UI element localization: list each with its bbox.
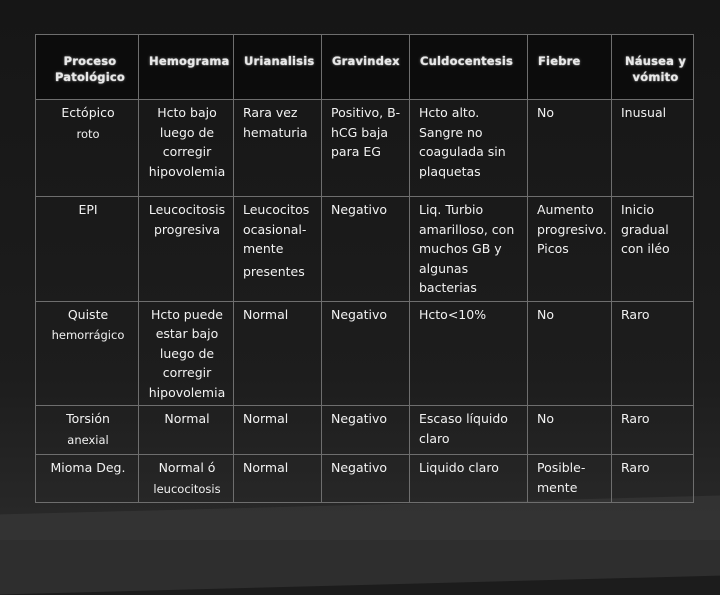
cell-gravindex (322, 455, 410, 503)
cell-line: muchos GB y (419, 241, 502, 256)
cell-hemograma (139, 406, 234, 455)
cell-line: claro (419, 430, 450, 446)
cell-hemograma (139, 301, 234, 406)
header-culdocentesis: Culdocentesis (410, 35, 528, 100)
cell-line: Posible- (537, 460, 586, 475)
cell-line: leucocitosis (153, 481, 221, 496)
cell-line: Torsión (66, 411, 110, 426)
cell-line: mente (537, 479, 578, 495)
cell-gravindex (322, 406, 410, 455)
header-gravindex: Gravindex (322, 35, 410, 100)
cell-proceso (36, 197, 139, 302)
cell-line: Mioma Deg. (50, 460, 126, 475)
cell-gravindex (322, 100, 410, 197)
cell-line: corregir (162, 365, 212, 380)
cell-culdocentesis (410, 301, 528, 406)
cell-gravindex (322, 301, 410, 406)
cell-line: Raro (621, 306, 650, 322)
cell-culdocentesis (410, 100, 528, 197)
cell-line: ocasional- (243, 221, 307, 237)
cell-line: Negativo (331, 306, 388, 322)
cell-line: Negativo (331, 202, 388, 217)
cell-nausea (612, 100, 694, 197)
cell-hemograma (139, 455, 234, 503)
cell-proceso (36, 455, 139, 503)
cell-urianalisis (234, 406, 322, 455)
cell-line: Quiste (67, 306, 109, 322)
cell-line: Leucocitos (243, 202, 310, 217)
cell-line: Escaso líquido (419, 411, 508, 426)
cell-proceso (36, 406, 139, 455)
cell-line: Normal (243, 411, 289, 426)
cell-line: progresiva (154, 221, 220, 237)
cell-line: Normal (164, 411, 210, 426)
cell-fiebre (528, 455, 612, 503)
cell-line: algunas (419, 260, 469, 276)
cell-culdocentesis (410, 455, 528, 503)
cell-line: Rara vez (243, 105, 298, 120)
cell-line: Hcto<10% (419, 306, 487, 322)
cell-line: Inicio (621, 202, 655, 217)
cell-line: Raro (621, 460, 650, 475)
cell-proceso (36, 100, 139, 197)
cell-urianalisis (234, 197, 322, 302)
cell-line: EPI (78, 202, 98, 217)
cell-line: hipovolemia (148, 163, 226, 179)
cell-line: luego de (159, 124, 215, 140)
cell-line: Negativo (331, 411, 388, 426)
cell-line: hematuria (243, 124, 308, 140)
cell-gravindex (322, 197, 410, 302)
header-hemograma: Hemograma (139, 35, 234, 100)
differential-diagnosis-table (35, 34, 694, 503)
cell-line: para EG (331, 144, 381, 159)
cell-fiebre (528, 197, 612, 302)
cell-nausea (612, 197, 694, 302)
cell-hemograma (139, 100, 234, 197)
cell-line: Sangre no (419, 124, 483, 140)
cell-line: anexial (67, 432, 109, 447)
cell-urianalisis (234, 455, 322, 503)
cell-line: gradual (621, 221, 669, 237)
cell-line: estar bajo (155, 326, 219, 341)
cell-hemograma (139, 197, 234, 302)
cell-line: progresivo. (537, 221, 607, 237)
cell-line: No (537, 306, 554, 322)
cell-line: Ectópico (61, 105, 115, 120)
cell-fiebre (528, 301, 612, 406)
table-row (36, 100, 694, 197)
cell-line: corregir (162, 144, 212, 159)
cell-line: con iléo (621, 241, 670, 256)
cell-line: Hcto bajo (157, 105, 217, 120)
header-proceso: Proceso Patológico (36, 35, 139, 100)
cell-line: Positivo, B- (331, 105, 401, 120)
cell-line: Aumento (537, 202, 594, 217)
cell-culdocentesis (410, 197, 528, 302)
cell-nausea (612, 406, 694, 455)
cell-line: No (537, 411, 554, 426)
cell-line: luego de (159, 345, 215, 361)
cell-line: plaquetas (419, 163, 481, 179)
cell-line: Normal (243, 460, 289, 475)
cell-culdocentesis (410, 406, 528, 455)
cell-line: roto (76, 126, 100, 141)
cell-fiebre (528, 406, 612, 455)
cell-urianalisis (234, 100, 322, 197)
table-row (36, 455, 694, 503)
cell-nausea (612, 455, 694, 503)
header-urianalisis: Urianalisis (234, 35, 322, 100)
cell-line: hemorrágico (51, 328, 125, 342)
cell-line: No (537, 105, 554, 120)
cell-fiebre (528, 100, 612, 197)
table-row (36, 301, 694, 406)
cell-line: mente (243, 241, 284, 256)
cell-line: presentes (243, 263, 305, 279)
header-row (36, 35, 694, 100)
cell-line: Liquido claro (419, 460, 499, 475)
cell-line: hipovolemia (148, 384, 226, 400)
cell-line: Picos (537, 241, 569, 256)
cell-line: Hcto puede (151, 306, 223, 322)
cell-urianalisis (234, 301, 322, 406)
cell-line: Normal ó (158, 460, 216, 475)
cell-line: hCG baja (331, 124, 389, 140)
cell-line: coagulada sin (419, 144, 506, 159)
cell-line: Negativo (331, 460, 388, 475)
header-fiebre: Fiebre (528, 35, 612, 100)
cell-line: Leucocitosis (148, 202, 226, 217)
cell-line: Hcto alto. (419, 105, 480, 120)
cell-line: Raro (621, 411, 650, 426)
table-row (36, 406, 694, 455)
cell-line: Liq. Turbio (419, 202, 484, 217)
table-row (36, 197, 694, 302)
cell-line: Inusual (621, 105, 667, 120)
cell-proceso (36, 301, 139, 406)
cell-line: amarilloso, con (419, 221, 515, 237)
header-nausea: Náusea y vómito (612, 35, 694, 100)
cell-line: Normal (243, 306, 289, 322)
cell-line: bacterias (419, 280, 477, 295)
cell-nausea (612, 301, 694, 406)
